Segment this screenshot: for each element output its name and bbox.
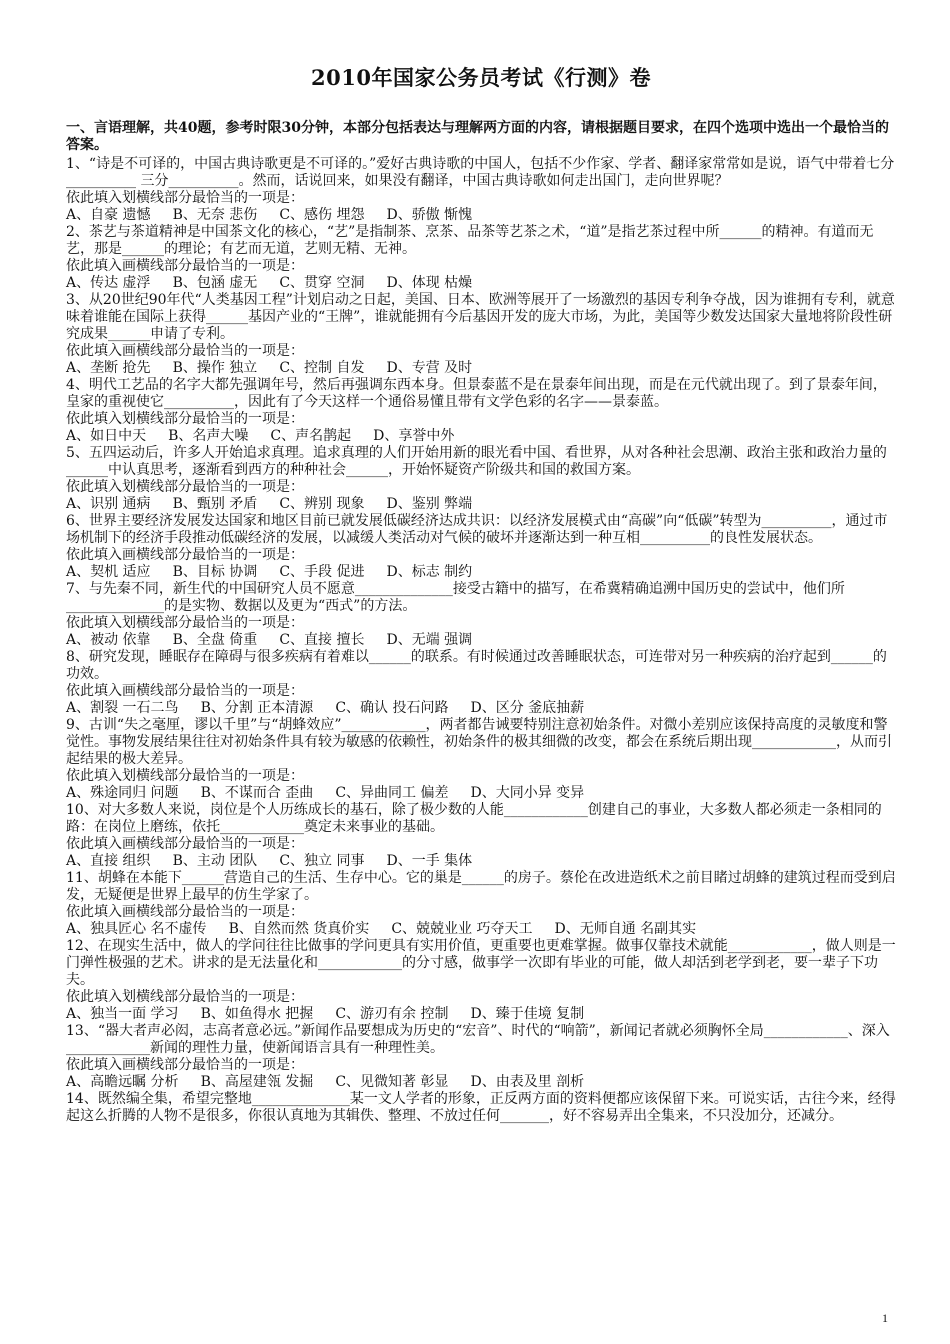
question-text: 12、在现实生活中，做人的学问往往比做事的学问更具有实用价值，更重要也更难掌握。做事仅靠技术就能____________，做人则是一门弹性极强的艺术。讲求的是无法量化和____________的分寸感，做事学一次即有毕业的可能，做人却活到老学到老，要一辈子下功夫。 (66, 938, 896, 988)
question-text: 10、对大多数人来说，岗位是个人历练成长的基石，除了极少数的人能____________创建自己的事业，大多数人都必须走一条相同的路：在岗位上磨练，依托____________奠定未来事业的基础。 (66, 802, 882, 835)
answer-option: A、垄断 抢先 (66, 360, 151, 376)
answer-option: B、操作 独立 (172, 360, 258, 376)
answer-options (66, 275, 896, 292)
answer-option: D、骄傲 惭愧 (386, 207, 473, 223)
answer-option: A、直接 组织 (66, 853, 151, 869)
answer-option: D、臻于佳境 复制 (470, 1006, 585, 1022)
answer-option: A、传达 虚浮 (66, 275, 151, 291)
question-text: 1、“诗是不可译的，中国古典诗歌更是不可译的。”爱好古典诗歌的中国人，包括不少作家、学者、翻译家常常如是说，语气中带着七分__________ 三分__________。然而，话说回来，如果没有翻译，中国古典诗歌如何走出国门，走向世界呢？ (66, 156, 895, 189)
question-prompt: 依此填入划横线部分最恰当的一项是： (66, 989, 304, 1005)
question-prompt: 依此填入画横线部分最恰当的一项是： (66, 343, 304, 359)
question-list (66, 156, 896, 1125)
answer-options (66, 207, 896, 224)
answer-option: C、控制 自发 (279, 360, 365, 376)
answer-option: D、专营 及时 (386, 360, 473, 376)
section-intro: 一、言语理解，共40题，参考时限30分钟，本部分包括表达与理解两方面的内容，请根据题目要求，在四个选项中选出一个最恰当的答案。 (66, 120, 889, 153)
question-item (66, 445, 896, 513)
answer-option: B、名声大噪 (168, 428, 249, 444)
question-text: 9、古训“失之毫厘，谬以千里”与“胡蜂效应”____________，两者都告诫要特别注意初始条件。对微小差别应该保持高度的灵敏度和警觉性。事物发展结果往往对初始条件具有较为敏感的依赖性，初始条件的极其细微的改变，都会在系统后期出现____________，从而引起结果的极大差异。 (66, 717, 892, 767)
question-item (66, 1091, 896, 1125)
answer-option: C、异曲同工 偏差 (335, 785, 449, 801)
answer-option: D、大同小异 变异 (470, 785, 585, 801)
answer-option: B、自然而然 货真价实 (228, 921, 370, 937)
answer-option: C、手段 促进 (279, 564, 365, 580)
answer-option: A、自豪 遗憾 (66, 207, 151, 223)
question-text: 2、茶艺与茶道精神是中国茶文化的核心，“艺”是指制茶、烹茶、品茶等艺茶之术，“道”是指艺茶过程中所______的精神。有道而无艺，那是______的理论；有艺而无道，艺则无精、无神。 (66, 224, 874, 257)
answer-option: A、识别 通病 (66, 496, 151, 512)
question-item (66, 649, 896, 717)
answer-option: A、殊途同归 问题 (66, 785, 179, 801)
answer-options (66, 564, 896, 581)
question-text: 4、明代工艺品的名字大都先强调年号，然后再强调东西本身。但景泰蓝不是在景泰年间出现，而是在元代就出现了。到了景泰年间，皇家的重视使它__________，因此有了今天这样一个通俗易懂且带有文学色彩的名字——景泰蓝。 (66, 377, 887, 410)
answer-option: B、包涵 虚无 (172, 275, 258, 291)
answer-options (66, 921, 896, 938)
question-prompt: 依此填入画横线部分最恰当的一项是： (66, 1057, 304, 1073)
question-text: 8、研究发现，睡眠存在障碍与很多疾病有着难以______的联系。有时候通过改善睡眠状态，可连带对另一种疾病的治疗起到______的功效。 (66, 649, 887, 682)
answer-option: D、区分 釜底抽薪 (470, 700, 585, 716)
answer-options (66, 1006, 896, 1023)
question-item (66, 1023, 896, 1091)
answer-option: B、主动 团队 (172, 853, 258, 869)
question-prompt: 依此填入画横线部分最恰当的一项是： (66, 836, 304, 852)
answer-option: B、如鱼得水 把握 (200, 1006, 314, 1022)
answer-options (66, 360, 896, 377)
answer-option: A、独当一面 学习 (66, 1006, 179, 1022)
question-text: 11、胡蜂在本能下______营造自己的生活、生存中心。它的巢是______的房子。蔡伦在改进造纸术之前目睹过胡蜂的建筑过程而受到启发，无疑便是世界上最早的仿生学家了。 (66, 870, 896, 903)
question-text: 14、既然编全集，希望完整地______________某一文人学者的形象，正反两方面的资料便都应该保留下来。可说实话，古往今来，经得起这么折腾的人物不是很多，你很认真地为其辑佚、整理、不放过任何_______，好不容易弄出全集来，不只没加分，还减分。 (66, 1091, 896, 1124)
answer-option: A、高瞻远瞩 分析 (66, 1074, 179, 1090)
document-title: 2010年国家公务员考试《行测》卷 (311, 65, 651, 90)
answer-option: A、割裂 一石二鸟 (66, 700, 179, 716)
answer-option: A、如日中天 (66, 428, 147, 444)
answer-options (66, 496, 896, 513)
question-item (66, 581, 896, 649)
answer-options (66, 428, 896, 445)
answer-options (66, 1074, 896, 1091)
answer-option: D、无端 强调 (386, 632, 473, 648)
answer-option: D、鉴别 弊端 (386, 496, 473, 512)
question-item (66, 156, 896, 224)
question-item (66, 224, 896, 292)
question-prompt: 依此填入画横线部分最恰当的一项是： (66, 258, 304, 274)
question-item (66, 870, 896, 938)
answer-option: C、声名鹊起 (270, 428, 352, 444)
question-item (66, 292, 896, 377)
question-text: 5、五四运动后，许多人开始追求真理。追求真理的人们开始用新的眼光看中国、看世界，从对各种社会思潮、政治主张和政治力量的______中认真思考，逐渐看到西方的种种社会______，开始怀疑资产阶级共和国的救国方案。 (66, 445, 887, 478)
answer-option: C、贯穿 空洞 (279, 275, 365, 291)
question-text: 13、“器大者声必闳，志高者意必远。”新闻作品要想成为历史的“宏音”、时代的“响箭”，新闻记者就必须胸怀全局____________、深入____________新闻的理性力量，使新闻语言具有一种理性美。 (66, 1023, 890, 1056)
answer-options (66, 785, 896, 802)
question-text: 6、世界主要经济发展发达国家和地区目前已就发展低碳经济达成共识：以经济发展模式由“高碳”向“低碳”转型为__________，通过市场机制下的经济手段推动低碳经济的发展，以减缓人类活动对气候的破坏并逐渐达到一种互相__________的良性发展状态。 (66, 513, 888, 546)
answer-option: B、全盘 倚重 (172, 632, 258, 648)
answer-option: B、分割 正本清源 (200, 700, 314, 716)
answer-option: C、游刃有余 控制 (335, 1006, 449, 1022)
answer-option: D、标志 制约 (386, 564, 473, 580)
answer-option: D、享誉中外 (373, 428, 455, 444)
question-prompt: 依此填入划横线部分最恰当的一项是： (66, 190, 304, 206)
answer-options (66, 853, 896, 870)
answer-option: B、不谋而合 歪曲 (200, 785, 314, 801)
question-prompt: 依此填入画横线部分最恰当的一项是： (66, 547, 304, 563)
answer-options (66, 632, 896, 649)
answer-option: D、一手 集体 (386, 853, 473, 869)
question-item (66, 513, 896, 581)
question-prompt: 依此填入画横线部分最恰当的一项是： (66, 904, 304, 920)
answer-option: C、确认 投石问路 (335, 700, 449, 716)
answer-option: A、被动 依靠 (66, 632, 151, 648)
answer-option: D、体现 枯燥 (386, 275, 473, 291)
document-page (66, 62, 896, 1125)
answer-option: A、独具匠心 名不虚传 (66, 921, 207, 937)
answer-option: B、高屋建瓴 发掘 (200, 1074, 314, 1090)
question-text: 3、从20世纪90年代“人类基因工程”计划启动之日起，美国、日本、欧洲等展开了一场激烈的基因专利争夺战，因为谁拥有专利，就意味着谁能在国际上获得______基因产业的“王牌”，谁就能拥有今后基因开发的庞大市场，为此，美国等少数发达国家大量地将阶段性研究成果______申请了专利。 (66, 292, 895, 342)
question-item (66, 717, 896, 802)
question-item (66, 802, 896, 870)
question-prompt: 依此填入划横线部分最恰当的一项是： (66, 768, 304, 784)
question-prompt: 依此填入画横线部分最恰当的一项是： (66, 683, 304, 699)
question-text: 7、与先秦不同，新生代的中国研究人员不愿意______________接受古籍中的描写，在希冀精确追溯中国历史的尝试中，他们所______________的是实物、数据以及更为“西式”的方法。 (66, 581, 845, 614)
answer-option: D、无师自通 名副其实 (554, 921, 697, 937)
answer-option: C、直接 擅长 (279, 632, 365, 648)
question-item (66, 938, 896, 1023)
answer-option: C、见微知著 彰显 (335, 1074, 449, 1090)
answer-option: C、感伤 埋怨 (279, 207, 365, 223)
question-item (66, 377, 896, 445)
answer-options (66, 700, 896, 717)
question-prompt: 依此填入划横线部分最恰当的一项是： (66, 615, 304, 631)
answer-option: B、目标 协调 (172, 564, 258, 580)
answer-option: C、辨别 现象 (279, 496, 365, 512)
answer-option: C、独立 同事 (279, 853, 365, 869)
page-number: 1 (882, 1311, 888, 1325)
question-prompt: 依此填入划横线部分最恰当的一项是： (66, 411, 304, 427)
answer-option: A、契机 适应 (66, 564, 151, 580)
answer-option: B、甄别 矛盾 (172, 496, 258, 512)
answer-option: D、由表及里 剖析 (470, 1074, 585, 1090)
answer-option: C、兢兢业业 巧夺天工 (391, 921, 533, 937)
answer-option: B、无奈 悲伤 (172, 207, 258, 223)
question-prompt: 依此填入划横线部分最恰当的一项是： (66, 479, 304, 495)
